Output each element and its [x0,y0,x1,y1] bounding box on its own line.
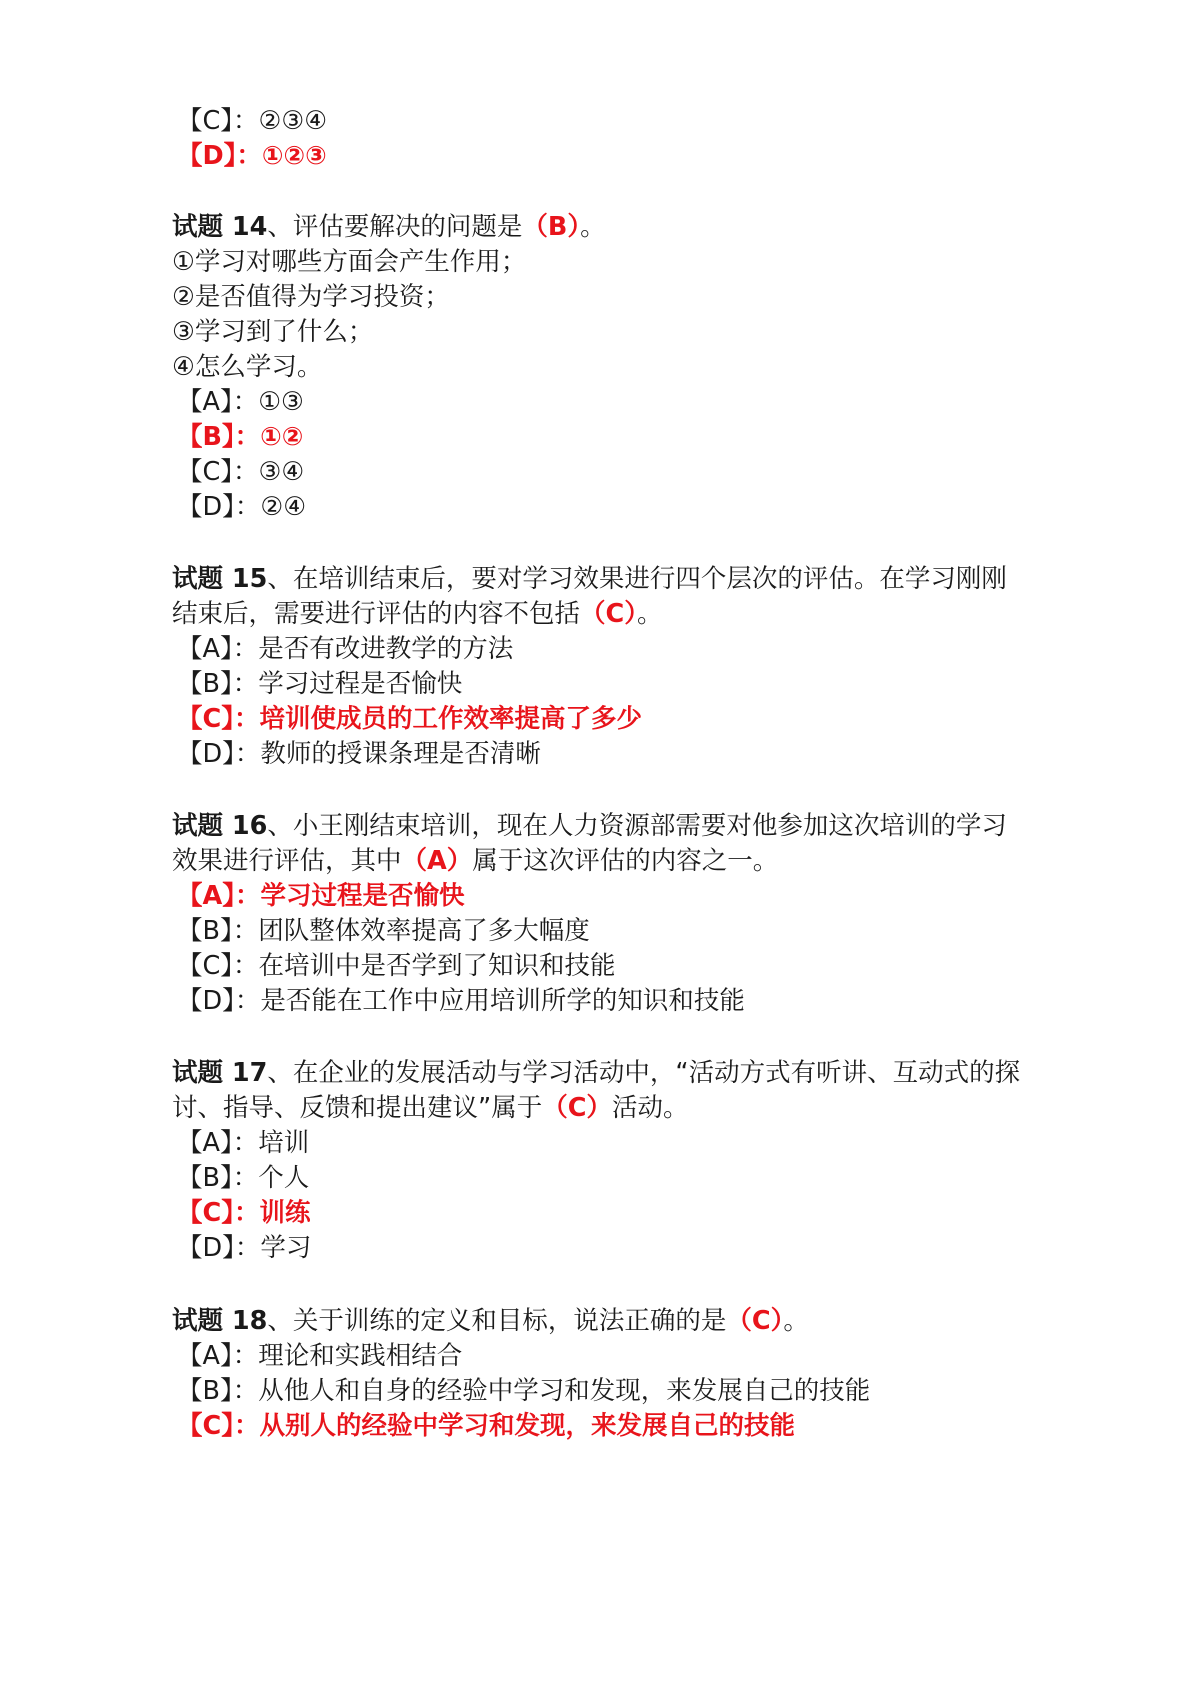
q14-stem-end: 。 [580,212,606,242]
q18-number: 试题 18 [172,1306,268,1336]
q16-stem-text: 、小王刚结束培训，现在人力资源部需要对他参加这次培训的学习 [267,811,1007,841]
q18-stem-text: 、关于训练的定义和目标，说法正确的是 [267,1306,727,1336]
q16-stem-end: 属于这次评估的内容之一。 [472,846,779,876]
q14-option-d: 【D】：②④ [177,492,307,522]
q16-stem-text-2: 效果进行评估，其中 [172,846,402,876]
q15-option-d: 【D】：教师的授课条理是否清晰 [177,739,541,769]
q14-item-1: ①学习对哪些方面会产生作用； [172,247,527,277]
q18-stem-end: 。 [783,1306,809,1336]
q15-stem-line-2 [172,595,663,633]
q15-answer: （C） [580,599,637,629]
q17-option-a: 【A】：培训 [177,1128,310,1158]
q16-stem-line-2 [172,842,778,880]
q15-stem-text-2: 结束后，需要进行评估的内容不包括 [172,599,581,629]
q15-option-c-correct: 【C】：培训使成员的工作效率提高了多少 [177,704,642,734]
q14-stem-text: 、评估要解决的问题是 [267,212,523,242]
q15-number: 试题 15 [172,564,268,594]
q18-option-b: 【B】：从他人和自身的经验中学习和发现，来发展自己的技能 [177,1376,871,1406]
q17-stem-end: 活动。 [611,1093,689,1123]
q17-option-b: 【B】：个人 [177,1163,310,1193]
q16-option-d: 【D】：是否能在工作中应用培训所学的知识和技能 [177,986,745,1016]
q14-item-3: ③学习到了什么； [172,317,374,347]
q18-option-c-correct: 【C】：从别人的经验中学习和发现，来发展自己的技能 [177,1411,795,1441]
q18-stem [172,1302,809,1340]
q14-option-a: 【A】：①③ [177,387,304,417]
q14-option-b-correct: 【B】：①② [177,422,304,452]
q16-option-a-correct: 【A】：学习过程是否愉快 [177,881,465,911]
q15-option-a: 【A】：是否有改进教学的方法 [177,634,514,664]
q17-stem-text: 、在企业的发展活动与学习活动中，“活动方式有听讲、互动式的探 [267,1058,1021,1088]
q16-option-b: 【B】：团队整体效率提高了多大幅度 [177,916,590,946]
q16-number: 试题 16 [172,811,268,841]
q17-option-c-correct: 【C】：训练 [177,1198,311,1228]
q15-stem-end: 。 [636,599,663,629]
q16-stem-line-1 [172,807,1007,845]
q18-option-a: 【A】：理论和实践相结合 [177,1341,463,1371]
q17-number: 试题 17 [172,1058,268,1088]
q18-answer: （C） [726,1306,784,1336]
q17-stem-line-2 [172,1089,688,1127]
q15-stem-text: 、在培训结束后，要对学习效果进行四个层次的评估。在学习刚刚 [267,564,1007,594]
q14-number: 试题 14 [172,212,268,242]
q14-item-4: ④怎么学习。 [172,352,323,382]
q14-option-c: 【C】：③④ [177,457,305,487]
q16-option-c: 【C】：在培训中是否学到了知识和技能 [177,951,616,981]
q17-stem-line-1 [172,1054,1020,1092]
q13-option-d-correct: 【D】：①②③ [177,141,327,171]
q17-stem-text-2: 讨、指导、反馈和提出建议”属于 [172,1093,543,1123]
q15-option-b: 【B】：学习过程是否愉快 [177,669,463,699]
q14-answer: （B） [522,212,581,242]
q15-stem-line-1 [172,560,1007,598]
q16-answer: （A） [401,846,473,876]
q17-answer: （C） [542,1093,612,1123]
q17-option-d: 【D】：学习 [177,1233,312,1263]
q14-item-2: ②是否值得为学习投资； [172,282,450,312]
q14-stem [172,208,606,246]
q13-option-c: 【C】：②③④ [177,106,328,136]
